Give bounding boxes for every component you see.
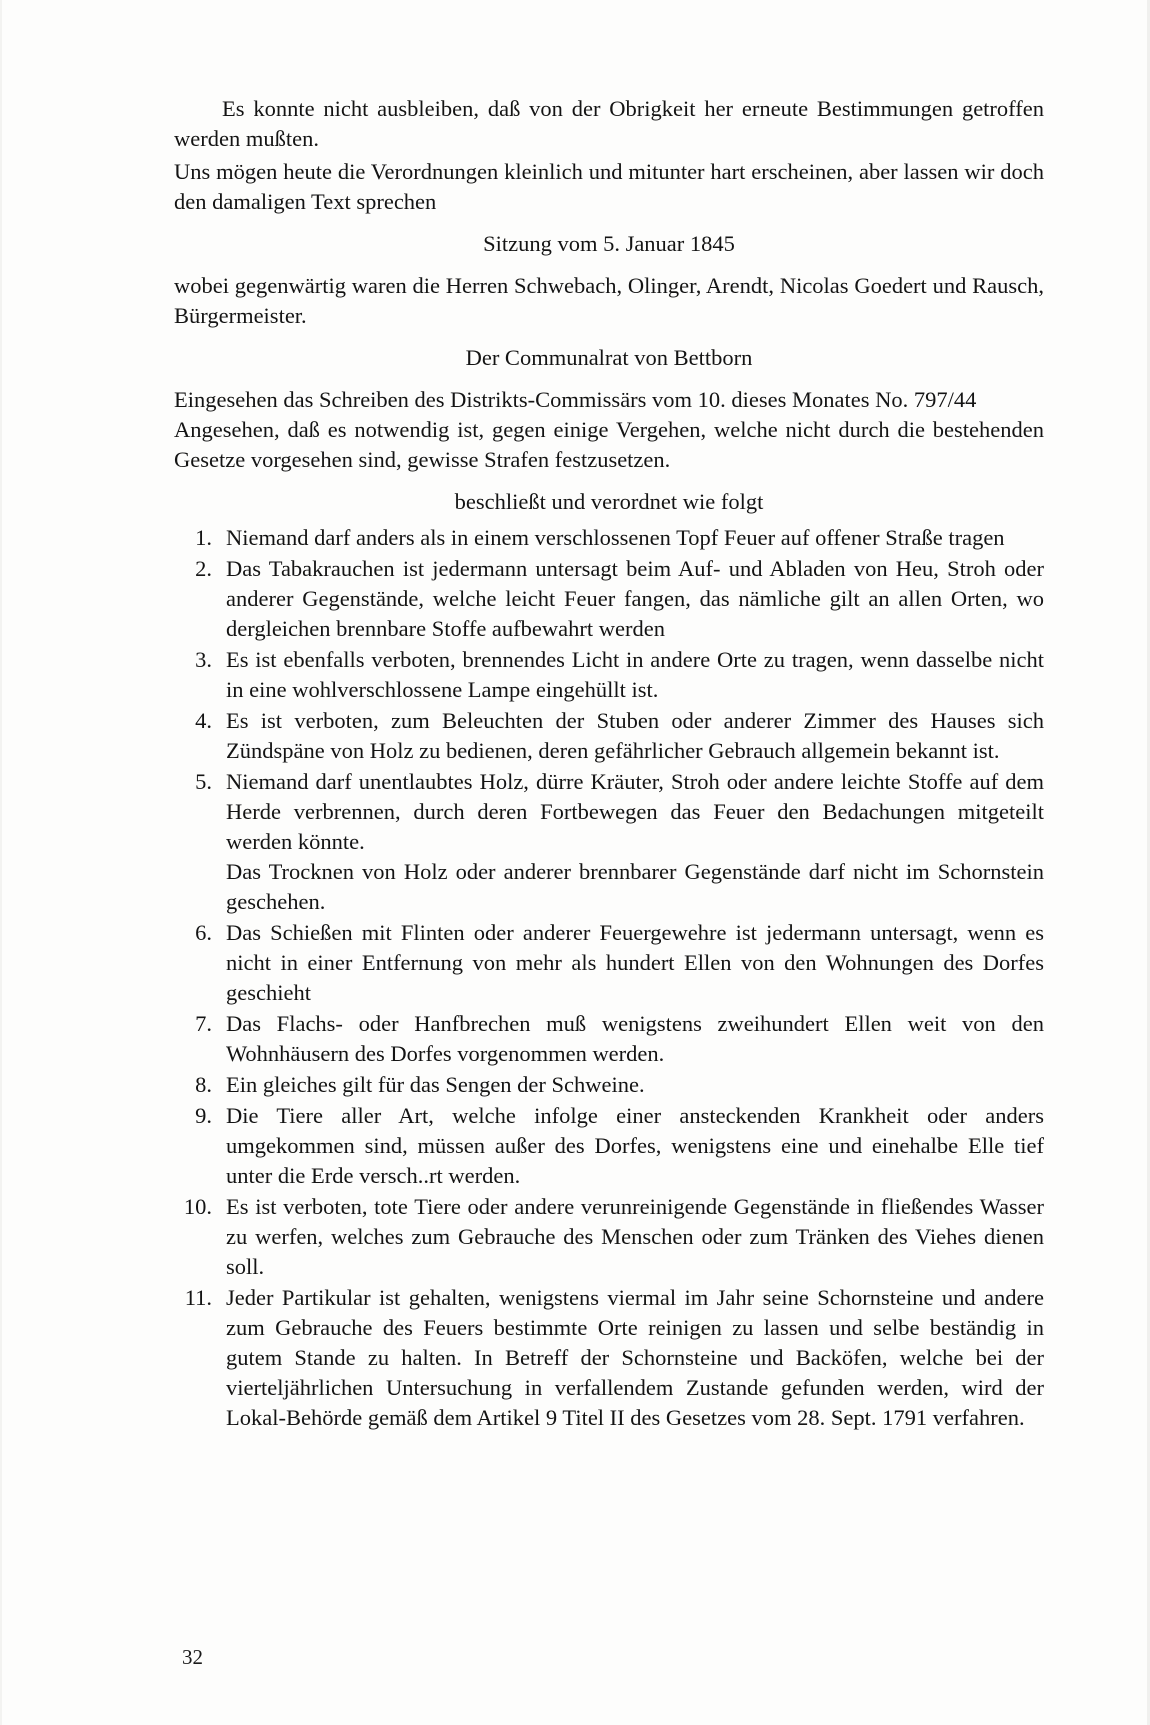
rule-text: Niemand darf unentlaubtes Holz, dürre Kräuter, Stroh oder andere leichte Stoffe auf dem Herde verbrennen, durch deren Fortbewegen das Feuer den Bedachungen mitgeteilt werden könnte.	[226, 769, 1044, 854]
rule-item	[174, 645, 1044, 705]
rule-item	[174, 1070, 1044, 1100]
council-heading: Der Communalrat von Bettborn	[465, 345, 753, 370]
rule-number: 11.	[184, 1285, 212, 1310]
rule-text: Niemand darf anders als in einem verschlossenen Topf Feuer auf offener Straße tragen	[226, 525, 1005, 550]
rule-text: Jeder Partikular ist gehalten, wenigstens viermal im Jahr seine Schornsteine und andere zum Gebrauche des Feuers bestimmte Orte reinigen zu lassen und selbe beständig in gutem Stande zu halten. In Betreff der Schornsteine und Backöfen, welche bei der vierteljährlichen Untersuchung in verfallendem Zustande gefunden werden, wird der Lokal-Behörde gemäß dem Artikel 9 Titel II des Gesetzes vom 28. Sept. 1791 verfahren.	[226, 1285, 1044, 1430]
rule-text: Es ist verboten, zum Beleuchten der Stuben oder anderer Zimmer des Hauses sich Zündspäne von Holz zu bedienen, deren gefährlicher Gebrauch allgemein bekannt ist.	[226, 708, 1044, 763]
rules-list	[174, 523, 1044, 1433]
rule-number: 3.	[195, 647, 212, 672]
session-heading: Sitzung vom 5. Januar 1845	[483, 231, 735, 256]
intro-paragraph-2: Uns mögen heute die Verordnungen kleinlich und mitunter hart erscheinen, aber lassen wir doch den damaligen Text sprechen	[174, 159, 1044, 214]
rule-item	[174, 767, 1044, 917]
rule-number: 1.	[195, 525, 212, 550]
rule-text: Die Tiere aller Art, welche infolge einer ansteckenden Krankheit oder anders umgekommen sind, müssen außer des Dorfes, wenigstens eine und einehalbe Elle tief unter die Erde versch..rt werden.	[226, 1103, 1044, 1188]
rule-number: 2.	[195, 556, 212, 581]
considered-paragraph: Angesehen, daß es notwendig ist, gegen einige Vergehen, welche nicht durch die bestehenden Gesetze vorgesehen sind, gewisse Strafen festzusetzen.	[174, 417, 1044, 472]
rule-item	[174, 523, 1044, 553]
rule-item	[174, 554, 1044, 644]
rule-text: Das Schießen mit Flinten oder anderer Feuergewehre ist jedermann untersagt, wenn es nicht in einer Entfernung von mehr als hundert Ellen von den Wohnungen des Dorfes geschieht	[226, 920, 1044, 1005]
rule-number: 5.	[195, 769, 212, 794]
rule-subtext: Das Trocknen von Holz oder anderer brennbarer Gegenstände darf nicht im Schornstein geschehen.	[226, 859, 1044, 914]
rule-number: 6.	[195, 920, 212, 945]
rule-text: Das Tabakrauchen ist jedermann untersagt beim Auf- und Abladen von Heu, Stroh oder anderer Gegenstände, welche leicht Feuer fangen, das nämliche gilt an allen Orten, wo dergleichen brennbare Stoffe aufbewahrt werden	[226, 556, 1044, 641]
rule-text: Es ist ebenfalls verboten, brennendes Licht in andere Orte zu tragen, wenn dasselbe nicht in eine wohlverschlossene Lampe eingehüllt ist.	[226, 647, 1044, 702]
intro-paragraph-1: Es konnte nicht ausbleiben, daß von der Obrigkeit her erneute Bestimmungen getroffen werden mußten.	[174, 96, 1044, 151]
rule-item	[174, 1101, 1044, 1191]
rule-number: 4.	[195, 708, 212, 733]
rule-number: 9.	[195, 1103, 212, 1128]
seen-paragraph: Eingesehen das Schreiben des Distrikts-Commissärs vom 10. dieses Monates No. 797/44	[174, 387, 977, 412]
rule-item	[174, 706, 1044, 766]
rule-number: 10.	[183, 1194, 212, 1219]
rule-item	[174, 1009, 1044, 1069]
attendees-paragraph: wobei gegenwärtig waren die Herren Schwebach, Olinger, Arendt, Nicolas Goedert und Rausch, Bürgermeister.	[174, 273, 1044, 328]
rule-item	[174, 1192, 1044, 1282]
page-number: 32	[182, 1645, 203, 1669]
rule-text: Ein gleiches gilt für das Sengen der Schweine.	[226, 1072, 645, 1097]
resolution-heading: beschließt und verordnet wie folgt	[454, 489, 764, 514]
rule-text: Es ist verboten, tote Tiere oder andere verunreinigende Gegenstände in fließendes Wasser zu werfen, welches zum Gebrauche des Menschen oder zum Tränken des Viehes dienen soll.	[226, 1194, 1044, 1279]
rule-number: 8.	[195, 1072, 212, 1097]
page-body	[174, 94, 1044, 1434]
rule-text: Das Flachs- oder Hanfbrechen muß wenigstens zweihundert Ellen weit von den Wohnhäusern des Dorfes vorgenommen werden.	[226, 1011, 1044, 1066]
rule-item	[174, 918, 1044, 1008]
rule-item	[174, 1283, 1044, 1433]
rule-number: 7.	[195, 1011, 212, 1036]
